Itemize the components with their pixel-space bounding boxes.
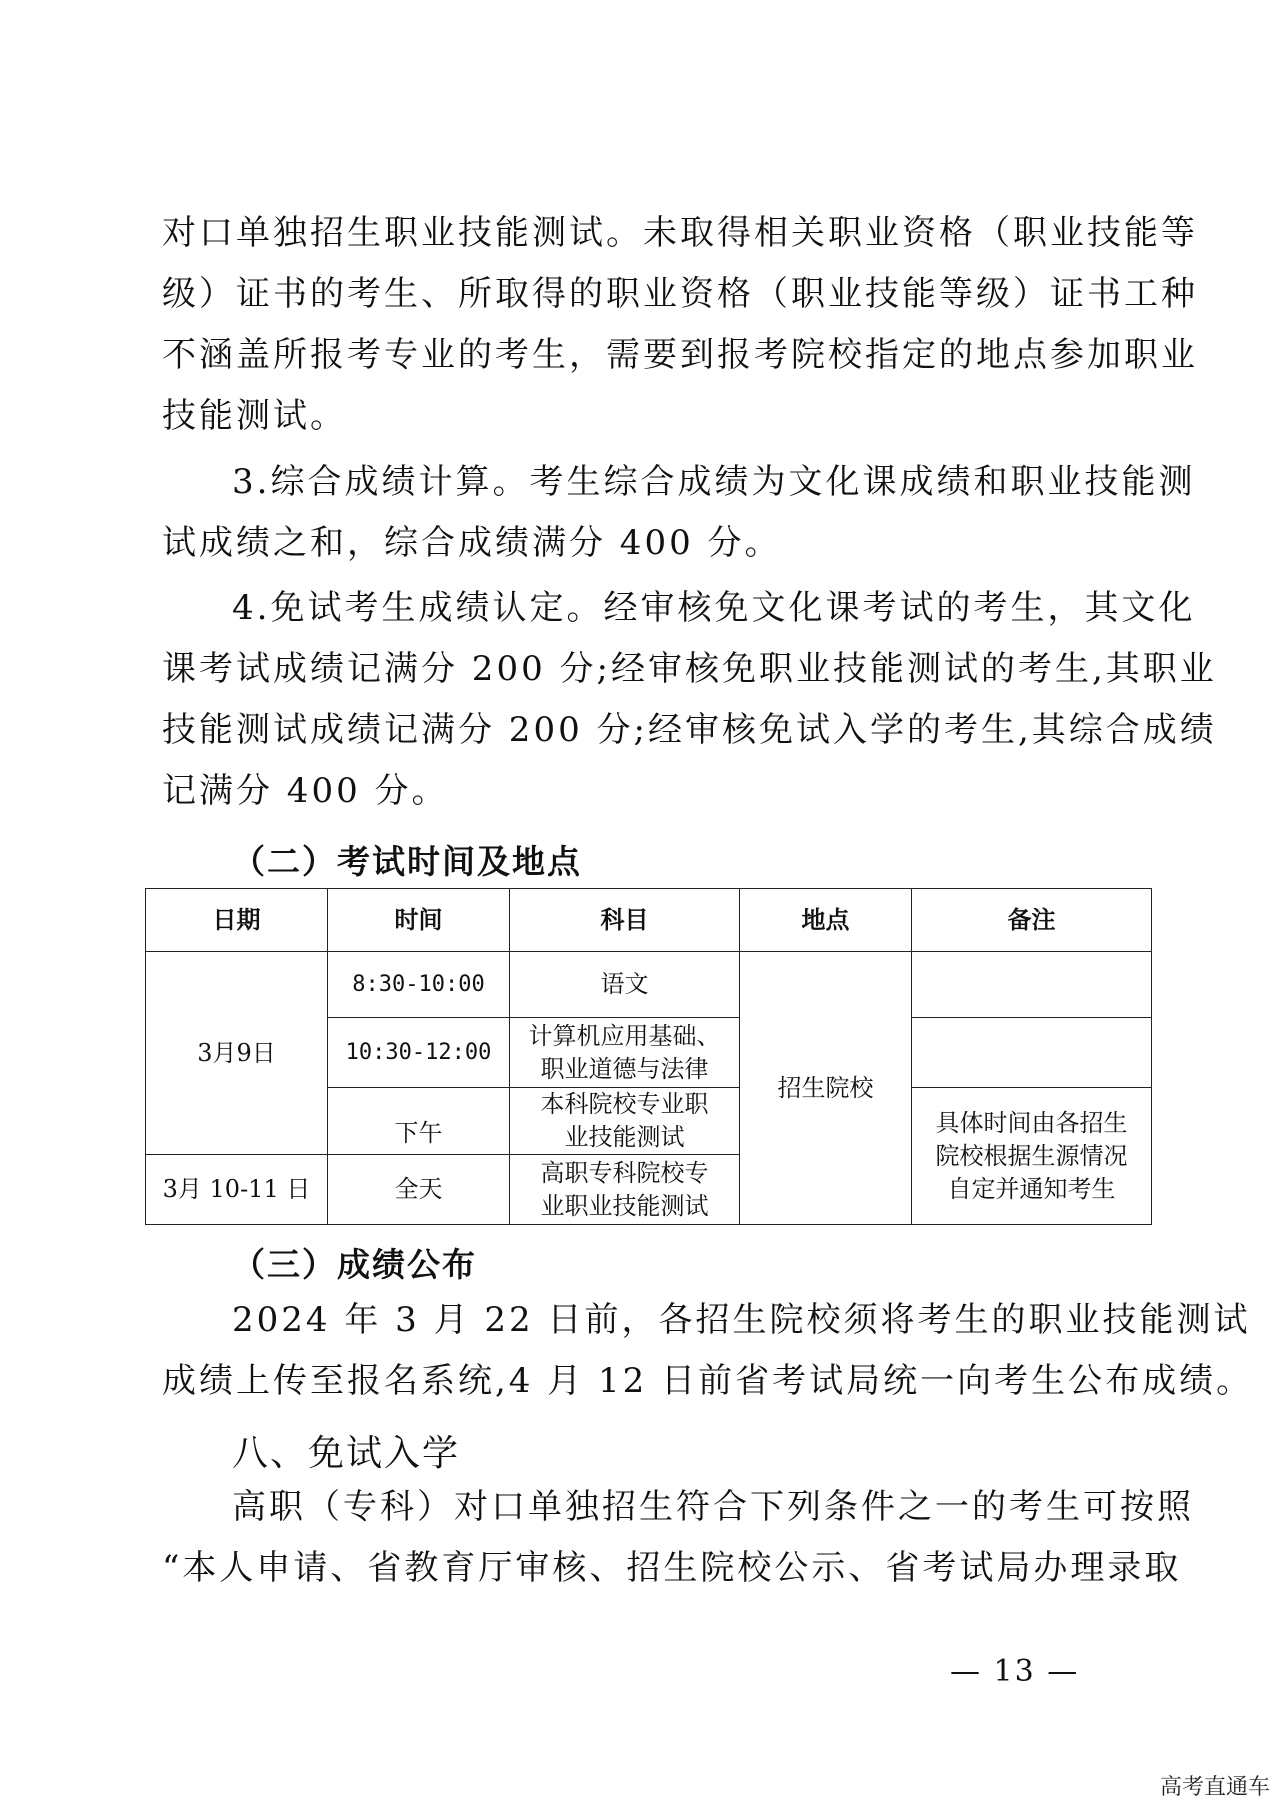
table-header-row [146, 889, 1152, 952]
text-line: 课考试成绩记满分 200 分;经审核免职业技能测试的考生,其职业 [162, 649, 1217, 689]
page-number: — 13 — [950, 1654, 1080, 1689]
cell-text-line: 高职专科院校专 [540, 1158, 709, 1187]
cell-text-line: 具体时间由各招生 [935, 1108, 1128, 1137]
cell-time: 全天 [328, 1155, 510, 1225]
text-line: 对口单独招生职业技能测试。未取得相关职业资格（职业技能等 [162, 213, 1198, 253]
text-line: 4.免试考生成绩认定。经审核免文化课考试的考生，其文化 [232, 588, 1196, 628]
text-line: 技能测试成绩记满分 200 分;经审核免试入学的考生,其综合成绩 [162, 710, 1217, 750]
paragraph-score-release [162, 1290, 1254, 1412]
heading-section-eight: 八、免试入学 [232, 1433, 461, 1474]
paragraph-score-calculation [162, 452, 1196, 574]
cell-text-line: 本科院校专业职 [540, 1090, 709, 1118]
cell-subject: 语文 [510, 952, 740, 1018]
text-line: 技能测试。 [162, 396, 347, 436]
text-line: 记满分 400 分。 [162, 771, 449, 811]
cell-location: 招生院校 [740, 952, 912, 1225]
table-row [146, 952, 1152, 1018]
cell-subject [510, 1018, 740, 1088]
cell-text-line: 下午 [394, 1118, 443, 1147]
header-subject: 科目 [510, 889, 740, 952]
text-line: 试成绩之和，综合成绩满分 400 分。 [162, 523, 782, 563]
header-date: 日期 [146, 889, 328, 952]
cell-text-line: 院校根据生源情况 [935, 1141, 1128, 1170]
cell-note [912, 1088, 1152, 1225]
cell-text-line: 自定并通知考生 [947, 1174, 1116, 1203]
cell-text-line: 计算机应用基础、 [528, 1021, 721, 1050]
text-line: 不涵盖所报考专业的考生，需要到报考院校指定的地点参加职业 [162, 335, 1198, 375]
cell-subject [510, 1088, 740, 1155]
text-line: 2024 年 3 月 22 日前，各招生院校须将考生的职业技能测试 [232, 1300, 1251, 1340]
watermark: 高考直通车 [1159, 1775, 1270, 1800]
cell-time [328, 1088, 510, 1155]
cell-date-day2: 3月 10-11 日 [146, 1155, 328, 1225]
cell-time: 8:30-10:00 [328, 952, 510, 1018]
cell-note-empty [912, 952, 1152, 1018]
cell-text-line: 业技能测试 [564, 1123, 685, 1151]
paragraph-exempt-admission [162, 1477, 1194, 1599]
cell-subject [510, 1155, 740, 1225]
text-line: 级）证书的考生、所取得的职业资格（职业技能等级）证书工种 [162, 274, 1198, 314]
text-line: “本人申请、省教育厅审核、招生院校公示、省考试局办理录取 [162, 1548, 1182, 1588]
cell-text-line: 职业道德与法律 [540, 1054, 709, 1083]
paragraph-exempt-score [162, 578, 1217, 822]
cell-time: 10:30-12:00 [328, 1018, 510, 1088]
text-line: 高职（专科）对口单独招生符合下列条件之一的考生可按照 [232, 1487, 1194, 1527]
cell-text-line: 业职业技能测试 [540, 1191, 709, 1220]
heading-score-release: （三）成绩公布 [232, 1245, 477, 1284]
text-line: 3.综合成绩计算。考生综合成绩为文化课成绩和职业技能测 [232, 462, 1196, 502]
heading-exam-time-place: （二）考试时间及地点 [232, 842, 582, 881]
header-note: 备注 [912, 889, 1152, 952]
text-line: 成绩上传至报名系统,4 月 12 日前省考试局统一向考生公布成绩。 [162, 1361, 1254, 1401]
cell-note-empty [912, 1018, 1152, 1088]
paragraph-skill-test [162, 203, 1198, 447]
cell-date-day1: 3月9日 [146, 952, 328, 1155]
header-location: 地点 [740, 889, 912, 952]
header-time: 时间 [328, 889, 510, 952]
exam-schedule-table [145, 888, 1152, 1225]
